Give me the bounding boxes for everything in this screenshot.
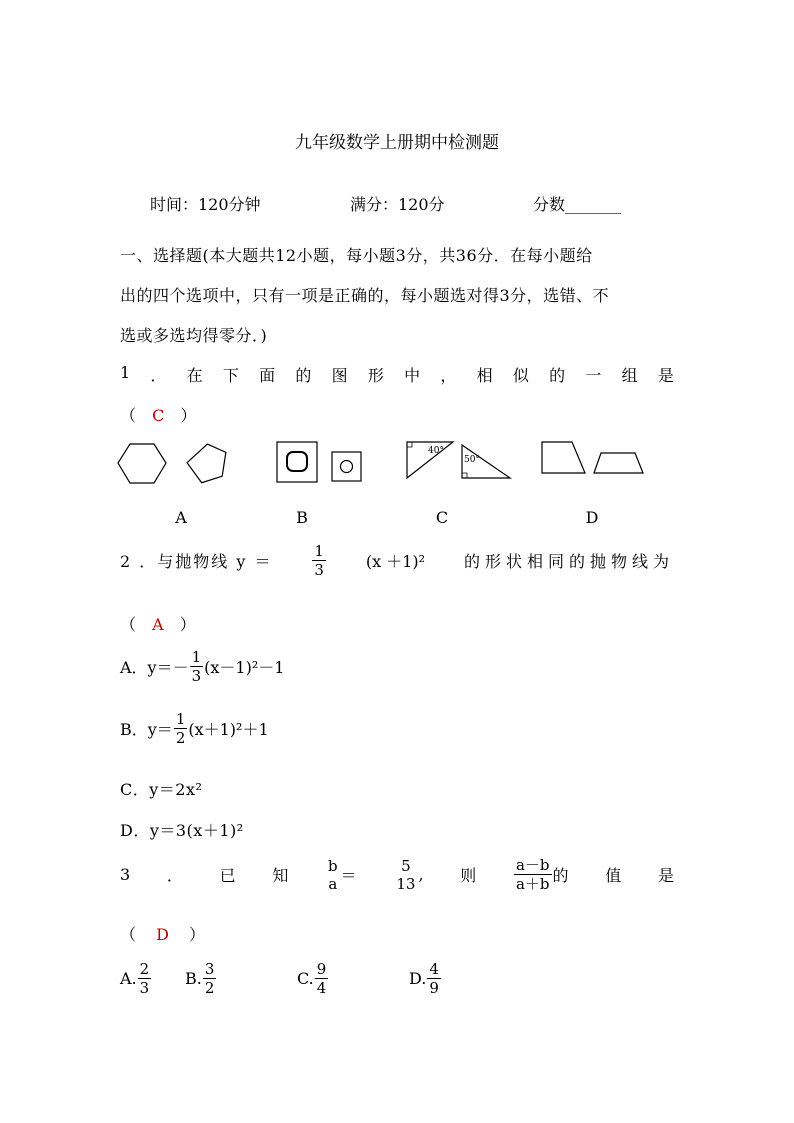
q2-fraction: $\frac{1}{3}$ <box>314 542 324 579</box>
square-with-circle <box>332 452 361 481</box>
q1-label-c: C <box>435 508 449 527</box>
q2-option-d: D．y＝3(x＋1)² <box>120 821 244 840</box>
pentagon-shape <box>186 443 227 485</box>
section-intro-line3: 选或多选均得零分．) <box>120 326 268 345</box>
q2-answer-paren: （ A ） <box>120 615 197 634</box>
q3-option-d: D. $\frac{4}{9}$ <box>409 960 439 997</box>
q1-answer: C <box>152 406 165 425</box>
isosceles-trapezoid <box>594 453 643 473</box>
q2-stem: 2 ．与抛物线 y ＝ $\frac{1}{3}$ (x ＋1)² 的形状相同的抛物线为 <box>120 542 674 579</box>
section-intro-line2: 出的四个选项中，只有一项是正确的，每小题选对得3分，选错、不 <box>120 286 610 305</box>
q3-answer-paren: （ D ） <box>120 925 206 944</box>
full-score: 满分：120分 <box>350 195 445 214</box>
section-intro-line1: 一、选择题(本大题共12小题，每小题3分，共36分．在每小题给 <box>120 246 593 265</box>
right-trapezoid <box>542 442 585 473</box>
q3-option-c: C. $\frac{9}{4}$ <box>297 960 327 997</box>
q1-answer-paren: （ C ） <box>120 406 197 425</box>
q2-option-b: B．y＝ $\frac{1}{2}$ (x＋1)²＋1 <box>120 710 269 747</box>
angle-label-40: 40° <box>428 446 444 456</box>
q3-option-b: B. $\frac{3}{2}$ <box>185 960 215 997</box>
q1-label-d: D <box>585 508 599 527</box>
q1-stem: 1 ． 在 下 面 的 图 形 中 ， 相 似 的 一 组 是 <box>120 363 674 385</box>
q1-figures <box>110 432 670 492</box>
exam-time: 时间：120分钟 <box>150 195 261 214</box>
hexagon-shape <box>118 444 166 483</box>
q1-label-b: B <box>296 508 308 527</box>
page-title: 九年级数学上册期中检测题 <box>295 133 499 153</box>
q3-answer: D <box>156 925 170 944</box>
q2-option-a: A．y＝－ $\frac{1}{3}$ (x－1)²－1 <box>120 648 285 685</box>
q1-label-a: A <box>175 508 187 527</box>
q2-answer: A <box>152 615 165 634</box>
square-with-rounded-square <box>277 442 317 482</box>
q2-option-c: C．y＝2x² <box>120 780 203 799</box>
q3-stem: 3 ． 已 知 b a ＝ 5 13 , 则 $\frac{a-b}{a+b}$ 的 值 是 <box>120 856 674 893</box>
angle-label-50: 50° <box>464 455 480 465</box>
score-field: 分数_______ <box>533 195 622 214</box>
q3-option-a: A. $\frac{2}{3}$ <box>120 960 150 997</box>
